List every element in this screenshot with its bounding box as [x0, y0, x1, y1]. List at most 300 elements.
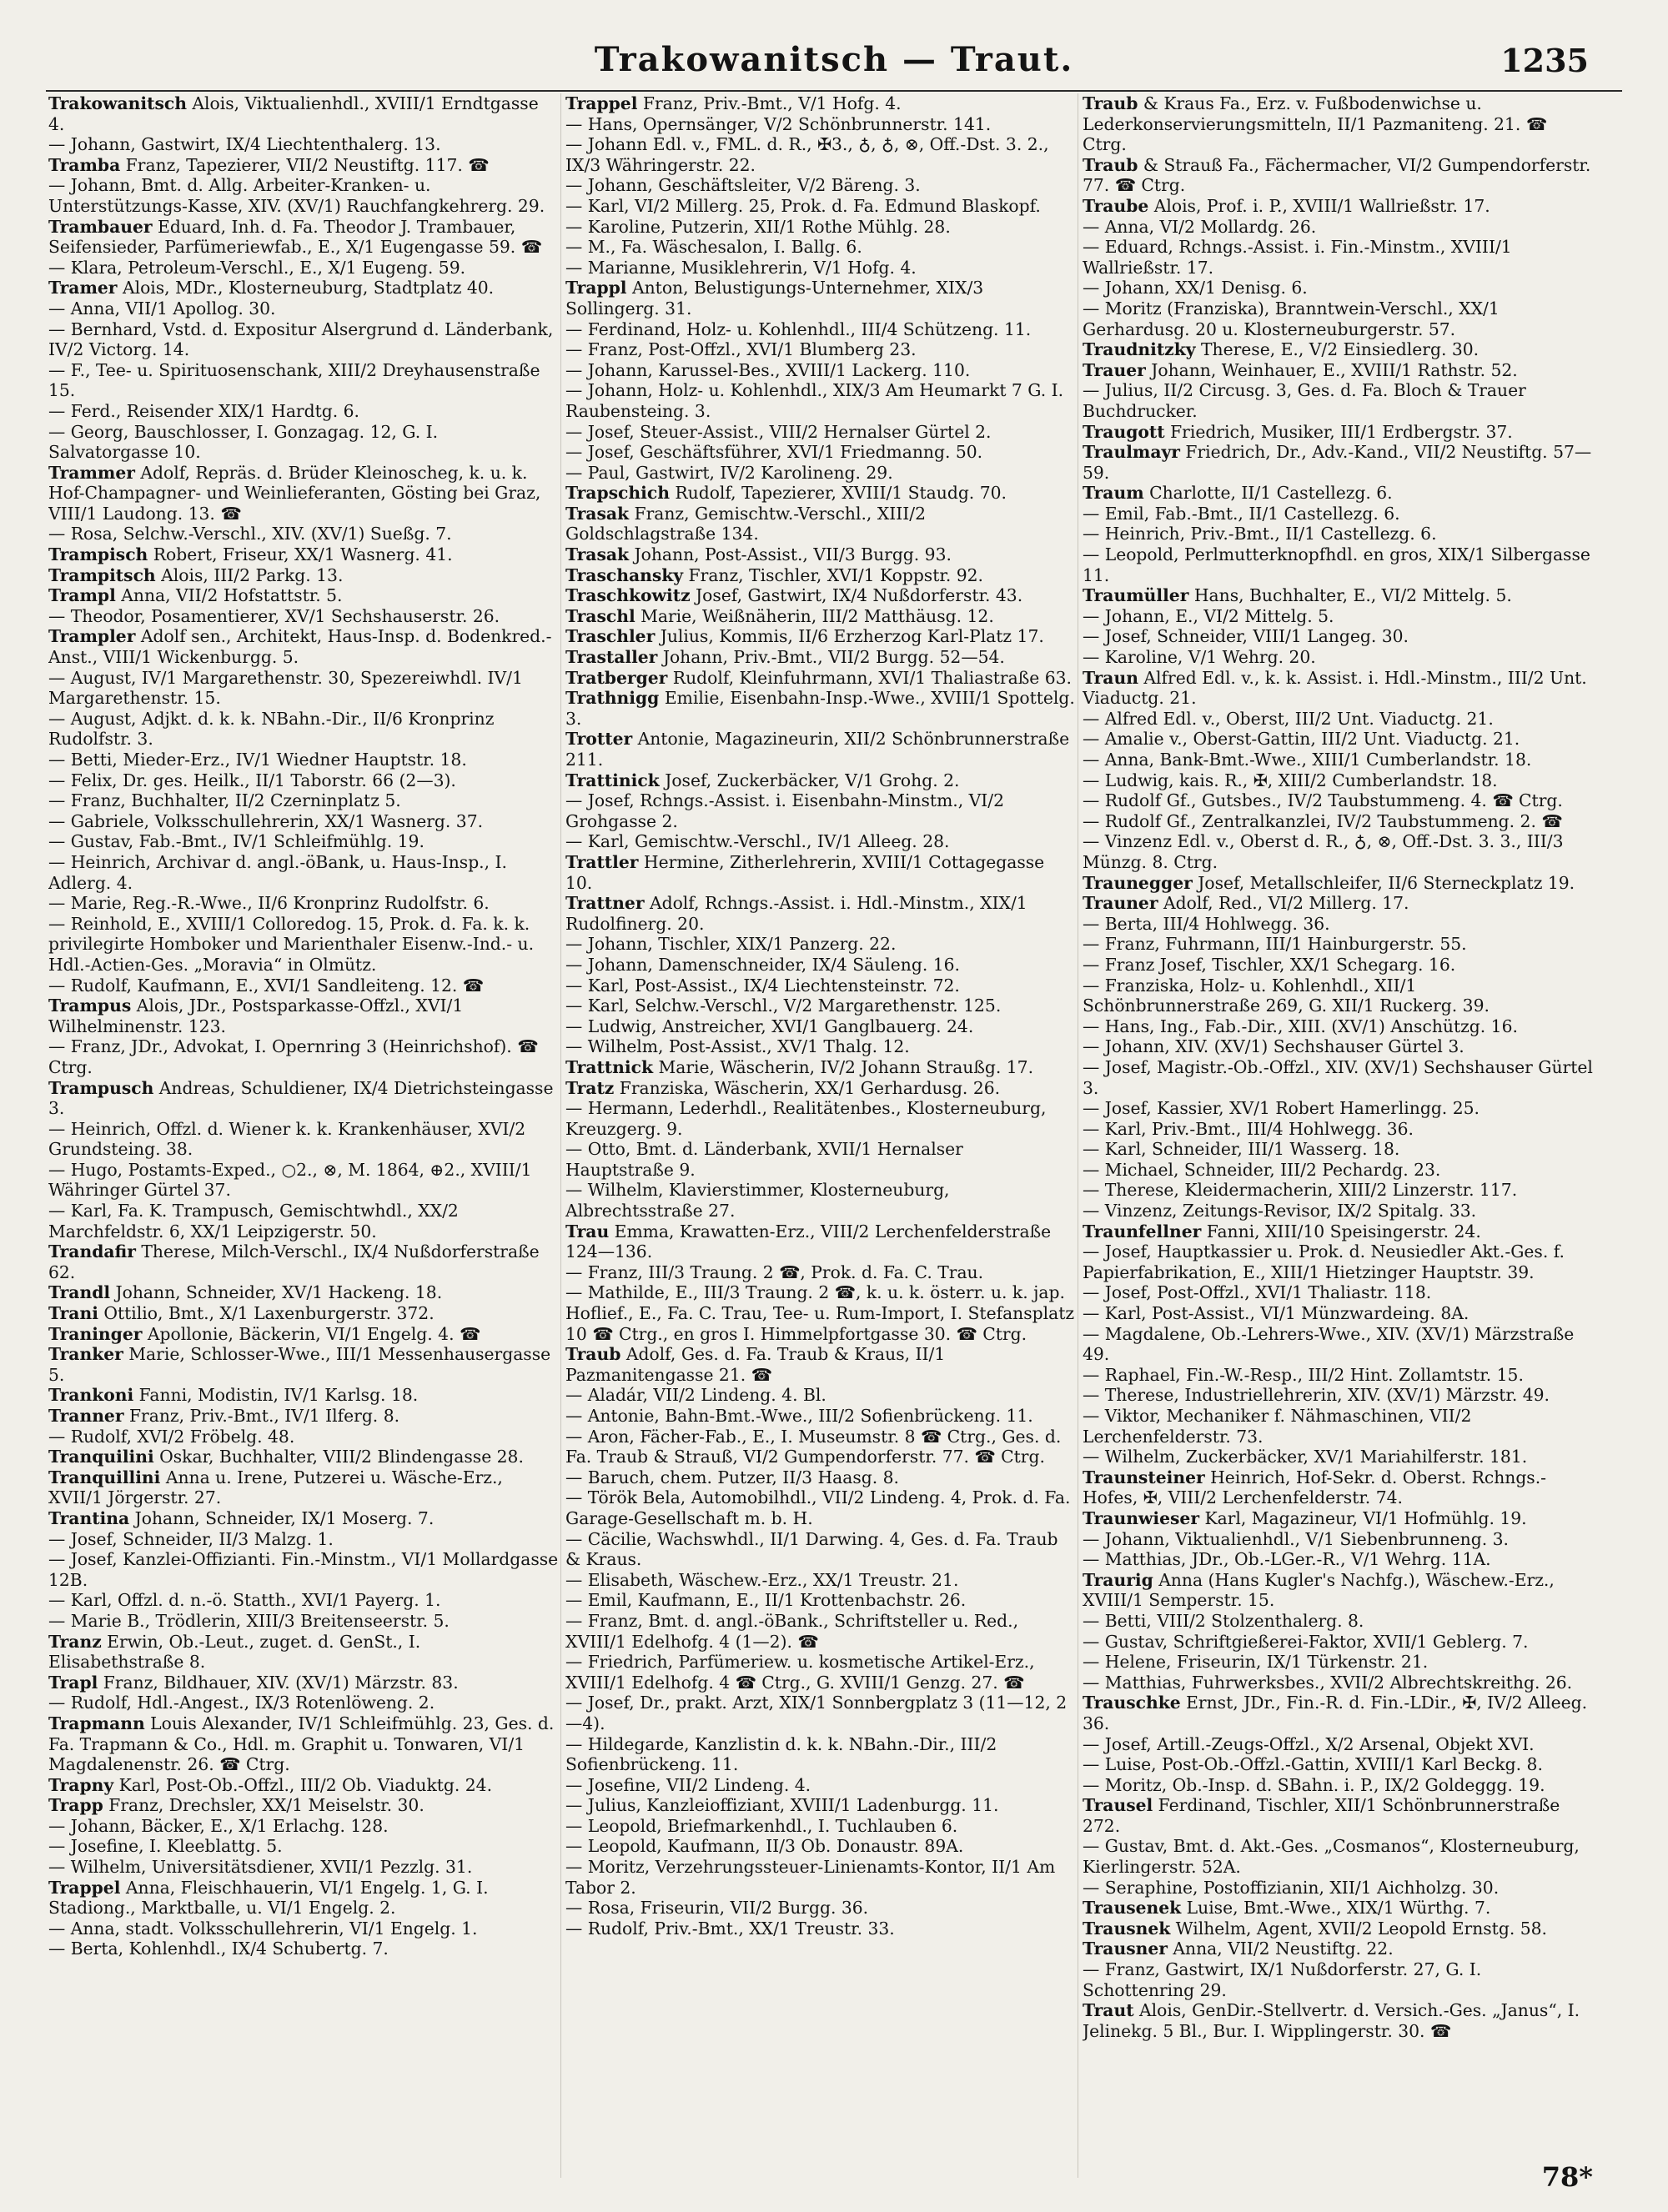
directory-entry — [48, 1836, 559, 1857]
entry-details: — Theodor, Posamentierer, XV/1 Sechshauserstr. 26. — [48, 605, 500, 626]
entry-surname: Traschansky — [565, 564, 684, 585]
directory-entry — [565, 1057, 1076, 1078]
entry-surname: Trappel — [565, 93, 638, 113]
entry-surname: Trampitsch — [48, 564, 156, 585]
directory-entry — [48, 709, 559, 750]
entry-details: Marie, Weißnäherin, III/2 Matthäusg. 12. — [635, 605, 994, 626]
directory-entry — [48, 626, 559, 667]
directory-entry — [565, 258, 1076, 278]
directory-entry — [1083, 770, 1593, 791]
entry-details: — Ferd., Reisender XIX/1 Hardtg. 6. — [48, 400, 359, 421]
entry-details: & Strauß Fa., Fächermacher, VI/2 Gumpendorferstr. 77. ☎ Ctrg. — [1083, 154, 1591, 196]
column-3 — [1083, 93, 1593, 2178]
entry-details: — Johann, Bmt. d. Allg. Arbeiter-Kranken- u. Unterstützungs-Kasse, XIV. (XV/1) Rauchfangkehrerg. 29. — [48, 175, 545, 216]
directory-entry — [565, 668, 1076, 689]
directory-entry — [1083, 1693, 1593, 1733]
entry-details: — Ludwig, kais. R., ✠, XIII/2 Cumberlandstr. 18. — [1083, 770, 1498, 790]
entry-details: — Leopold, Kaufmann, II/3 Ob. Donaustr. 89A. — [565, 1836, 964, 1857]
directory-entry — [1083, 93, 1593, 155]
directory-entry — [565, 1919, 1076, 1939]
entry-details: Johann, Post-Assist., VII/3 Burgg. 93. — [629, 544, 952, 565]
directory-entry — [1083, 1878, 1593, 1899]
directory-entry — [565, 1529, 1076, 1570]
entry-details: — Marie B., Trödlerin, XIII/3 Breitenseerstr. 5. — [48, 1610, 450, 1631]
directory-entry — [48, 1078, 559, 1119]
directory-entry — [1083, 1673, 1593, 1693]
directory-entry — [565, 1898, 1076, 1919]
directory-entry — [565, 996, 1076, 1016]
entry-surname: Trambauer — [48, 216, 153, 237]
directory-entry — [48, 1201, 559, 1241]
directory-entry — [48, 1508, 559, 1529]
directory-entry — [48, 1324, 559, 1345]
entry-details: Antonie, Magazineurin, XII/2 Schönbrunnerstraße 211. — [565, 729, 1070, 770]
directory-entry — [565, 1262, 1076, 1283]
entry-details: Alois, MDr., Klosterneuburg, Stadtplatz 40. — [117, 278, 495, 298]
entry-details: — Matthias, JDr., Ob.-LGer.-R., V/1 Wehrg. 11A. — [1083, 1549, 1491, 1570]
entry-details: — Rudolf, Kaufmann, E., XVI/1 Sandleiteng. 12. ☎ — [48, 975, 485, 996]
directory-entry — [1083, 831, 1593, 872]
entry-surname: Trattler — [565, 851, 639, 872]
directory-entry — [48, 1119, 559, 1160]
entry-details: — Wilhelm, Post-Assist., XV/1 Thalg. 12. — [565, 1036, 910, 1057]
entry-surname: Traunegger — [1083, 872, 1193, 893]
directory-entry — [565, 770, 1076, 791]
directory-entry — [1083, 1139, 1593, 1160]
entry-details: Emilie, Eisenbahn-Insp.-Wwe., XVIII/1 Spottelg. 3. — [565, 688, 1075, 729]
entry-surname: Tramba — [48, 154, 121, 175]
entry-details: — Moritz (Franziska), Branntwein-Verschl., XX/1 Gerhardusg. 20 u. Klosterneuburgerstr. 57. — [1083, 298, 1500, 339]
entry-details: Franz, Bildhauer, XIV. (XV/1) Märzstr. 83. — [98, 1672, 459, 1693]
directory-entry — [48, 1673, 559, 1693]
entry-details: Hermine, Zitherlehrerin, XVIII/1 Cottagegasse 10. — [565, 851, 1045, 893]
entry-surname: Trausel — [1083, 1795, 1153, 1816]
entry-surname: Trapschich — [565, 483, 670, 504]
entry-details: — F., Tee- u. Spirituosenschank, XIII/2 Dreyhausenstraße 15. — [48, 359, 540, 401]
entry-details: — Ferdinand, Holz- u. Kohlenhdl., III/4 Schützeng. 11. — [565, 319, 1032, 339]
directory-entry — [48, 1406, 559, 1427]
directory-entry — [1083, 1939, 1593, 1959]
directory-entry — [48, 1919, 559, 1939]
entry-details: Erwin, Ob.-Leut., zuget. d. GenSt., I. Elisabethstraße 8. — [48, 1631, 421, 1673]
entry-details: — Georg, Bauschlosser, I. Gonzagag. 12, G. I. Salvatorgasse 10. — [48, 421, 439, 463]
directory-entry — [1083, 1016, 1593, 1037]
entry-details: — Antonie, Bahn-Bmt.-Wwe., III/2 Sofienbrückeng. 11. — [565, 1406, 1033, 1426]
directory-entry — [1083, 442, 1593, 483]
entry-surname: Traulmayr — [1083, 442, 1180, 463]
entry-surname: Trappl — [565, 278, 627, 298]
entry-details: — Karl, Fa. K. Trampusch, Gemischtwhdl., XX/2 Marchfeldstr. 6, XX/1 Leipzigerstr. 50. — [48, 1201, 459, 1241]
entry-surname: Trampl — [48, 585, 116, 606]
entry-surname: Tramer — [48, 278, 118, 298]
entry-details: — Josef, Post-Offzl., XVI/1 Thaliastr. 118. — [1083, 1282, 1432, 1303]
entry-details: Wilhelm, Agent, XVII/2 Leopold Ernstg. 58. — [1170, 1918, 1547, 1939]
entry-details: — Franz, Bmt. d. angl.-öBank., Schriftsteller u. Red., XVIII/1 Edelhofg. 4 (1—2). ☎ — [565, 1610, 1019, 1652]
entry-details: Alfred Edl. v., k. k. Assist. i. Hdl.-Minstm., III/2 Unt. Viaductg. 21. — [1083, 667, 1587, 709]
directory-entry — [1083, 1467, 1593, 1508]
entry-details: — Karl, Offzl. d. n.-ö. Statth., XVI/1 Payerg. 1. — [48, 1590, 441, 1611]
directory-entry — [48, 1816, 559, 1837]
directory-entry — [565, 504, 1076, 544]
entry-details: Anna, Fleischhauerin, VI/1 Engelg. 1, G. I. Stadiong., Marktballe, u. VI/1 Engelg. 2. — [48, 1877, 489, 1919]
entry-details: — Franz, Post-Offzl., XVI/1 Blumberg 23. — [565, 339, 917, 360]
directory-entry — [1083, 1652, 1593, 1673]
entry-details: Anna, VII/2 Hofstattstr. 5. — [115, 585, 343, 606]
directory-entry — [1083, 1160, 1593, 1181]
directory-entry — [48, 134, 559, 155]
directory-entry — [1083, 811, 1593, 832]
entry-details: — Rudolf Gf., Zentralkanzlei, IV/2 Taubstummeng. 2. ☎ — [1083, 810, 1563, 831]
directory-entry — [1083, 1529, 1593, 1550]
directory-entry — [1083, 955, 1593, 976]
directory-entry — [565, 339, 1076, 360]
entry-details: — Rudolf, XVI/2 Fröbelg. 48. — [48, 1426, 295, 1447]
entry-details: Ferdinand, Tischler, XII/1 Schönbrunnerstraße 272. — [1083, 1795, 1560, 1836]
entry-surname: Tranquilini — [48, 1447, 154, 1467]
entry-details: Franz, Priv.-Bmt., V/1 Hofg. 4. — [637, 93, 902, 113]
entry-surname: Trammer — [48, 462, 135, 483]
directory-entry — [565, 790, 1076, 831]
entry-surname: Traub — [1083, 154, 1138, 175]
entry-details: — Franz, Gastwirt, IX/1 Nußdorferstr. 27, G. I. Schottenring 29. — [1083, 1959, 1482, 2000]
entry-details: Franziska, Wäscherin, XX/1 Gerhardusg. 26. — [614, 1077, 1001, 1098]
entry-surname: Trathnigg — [565, 688, 660, 709]
header-rule — [46, 90, 1622, 92]
directory-entry — [565, 1344, 1076, 1385]
directory-entry — [565, 1098, 1076, 1139]
entry-details: — Johann, Damenschneider, IX/4 Säuleng. 16. — [565, 954, 960, 975]
directory-entry — [565, 422, 1076, 443]
entry-details: — Therese, Industriellehrerin, XIV. (XV/1) Märzstr. 49. — [1083, 1385, 1550, 1406]
directory-entry — [1083, 1508, 1593, 1529]
entry-details: — Mathilde, E., III/3 Traung. 2 ☎, k. u. k. österr. u. k. jap. Hoflief., E., Fa. C. Trau, Tee- u. Rum-Import, I. Stefansplatz 10 ☎ Ctrg., en gros I. Himmelpfortgasse 30. ☎ Ctrg. — [565, 1282, 1075, 1344]
directory-entry — [1083, 1180, 1593, 1201]
entry-details: — Helene, Friseurin, IX/1 Türkenstr. 21. — [1083, 1652, 1429, 1673]
directory-entry — [565, 934, 1076, 955]
directory-entry — [565, 606, 1076, 627]
directory-entry — [48, 278, 559, 298]
directory-entry — [565, 463, 1076, 484]
entry-details: Alois, III/2 Parkg. 13. — [155, 564, 344, 585]
directory-entry — [48, 1241, 559, 1282]
entry-surname: Trattnick — [565, 1056, 654, 1077]
entry-details: Marie, Wäscherin, IV/2 Johann Straußg. 17. — [653, 1056, 1034, 1077]
directory-entry — [48, 463, 559, 524]
signature-mark: 78* — [1541, 2161, 1593, 2193]
entry-details: — Wilhelm, Universitätsdiener, XVII/1 Pezzlg. 31. — [48, 1857, 473, 1878]
entry-details: — Emil, Kaufmann, E., II/1 Krottenbachstr. 26. — [565, 1590, 967, 1611]
entry-surname: Trampusch — [48, 1077, 154, 1098]
directory-entry — [1083, 1611, 1593, 1632]
entry-surname: Traube — [1083, 195, 1149, 216]
entry-details: Johann, Schneider, XV/1 Hackeng. 18. — [110, 1282, 443, 1303]
entry-details: — Gustav, Schriftgießerei-Faktor, XVII/1 Geblerg. 7. — [1083, 1631, 1529, 1652]
running-head: Trakowanitsch — Traut. — [594, 40, 1074, 79]
directory-entry — [565, 1795, 1076, 1816]
entry-details: — Magdalene, Ob.-Lehrers-Wwe., XIV. (XV/1) Märzstraße 49. — [1083, 1323, 1575, 1365]
entry-details: Johann, Schneider, IX/1 Moserg. 7. — [129, 1507, 435, 1528]
entry-details: — Paul, Gastwirt, IV/2 Karolineng. 29. — [565, 462, 893, 483]
entry-surname: Traub — [1083, 93, 1138, 113]
entry-surname: Trattinick — [565, 770, 660, 790]
directory-entry — [1083, 914, 1593, 935]
directory-entry — [1083, 1385, 1593, 1406]
directory-entry — [565, 955, 1076, 976]
directory-entry — [48, 1713, 559, 1775]
directory-entry — [565, 1180, 1076, 1221]
entry-surname: Traunsteiner — [1083, 1467, 1205, 1487]
entry-details: Alois, JDr., Postsparkasse-Offzl., XVI/1 Wilhelminenstr. 123. — [48, 996, 464, 1036]
entry-details: — Matthias, Fuhrwerksbes., XVII/2 Albrechtskreithg. 26. — [1083, 1672, 1573, 1693]
entry-details: — Karl, Gemischtw.-Verschl., IV/1 Alleeg. 28. — [565, 831, 950, 852]
entry-surname: Trampler — [48, 626, 136, 647]
entry-details: Franz, Priv.-Bmt., IV/1 Ilferg. 8. — [123, 1406, 400, 1426]
directory-entry — [48, 1036, 559, 1077]
entry-details: — Karl, Priv.-Bmt., III/4 Hohlwegg. 36. — [1083, 1118, 1414, 1139]
entry-details: Anton, Belustigungs-Unternehmer, XIX/3 Sollingerg. 31. — [565, 278, 984, 319]
entry-surname: Trapp — [48, 1795, 103, 1816]
entry-details: — Franz, Fuhrmann, III/1 Hainburgerstr. 55. — [1083, 934, 1467, 955]
directory-entry — [48, 1795, 559, 1816]
entry-details: — Josef, Hauptkassier u. Prok. d. Neusiedler Akt.-Ges. f. Papierfabrikation, E., XIII/1 Hietzinger Hauptstr. 39. — [1083, 1241, 1565, 1282]
entry-details: — Heinrich, Offzl. d. Wiener k. k. Krankenhäuser, XVI/2 Grundsteing. 38. — [48, 1118, 526, 1160]
entry-details: Hans, Buchhalter, E., VI/2 Mittelg. 5. — [1188, 585, 1512, 606]
directory-entry — [48, 298, 559, 319]
directory-entry — [565, 380, 1076, 421]
entry-details: — August, IV/1 Margarethenstr. 30, Spezereiwhdl. IV/1 Margarethenstr. 15. — [48, 667, 523, 709]
directory-entry — [1083, 729, 1593, 750]
entry-surname: Trani — [48, 1303, 98, 1324]
entry-surname: Trampisch — [48, 544, 148, 565]
directory-entry — [1083, 1098, 1593, 1119]
entry-details: Josef, Zuckerbäcker, V/1 Grohg. 2. — [659, 770, 960, 790]
directory-entry — [48, 976, 559, 996]
directory-entry — [48, 1611, 559, 1632]
directory-entry — [48, 1775, 559, 1796]
entry-surname: Tranner — [48, 1406, 124, 1426]
entry-details: Fanni, XIII/10 Speisingerstr. 24. — [1201, 1221, 1481, 1241]
directory-entry — [565, 114, 1076, 135]
directory-entry — [1083, 1221, 1593, 1242]
directory-entry — [565, 1816, 1076, 1837]
directory-entry — [1083, 1057, 1593, 1098]
entry-surname: Traschkowitz — [565, 585, 691, 606]
directory-entry — [565, 544, 1076, 565]
directory-entry — [565, 278, 1076, 319]
entry-details: — Julius, II/2 Circusg. 3, Ges. d. Fa. Bloch & Trauer Buchdrucker. — [1083, 380, 1526, 421]
entry-details: — Josef, Rchngs.-Assist. i. Eisenbahn-Minstm., VI/2 Grohgasse 2. — [565, 790, 1005, 831]
entry-details: Friedrich, Dr., Adv.-Kand., VII/2 Neustiftg. 57—59. — [1083, 442, 1592, 483]
directory-entry — [1083, 606, 1593, 627]
directory-entry — [565, 1139, 1076, 1180]
entry-details: — Leopold, Briefmarkenhdl., I. Tuchlauben 6. — [565, 1815, 958, 1836]
entry-details: — Hermann, Lederhdl., Realitätenbes., Klosterneuburg, Kreuzgerg. 9. — [565, 1098, 1047, 1139]
entry-surname: Traschler — [565, 626, 656, 647]
directory-entry — [1083, 1036, 1593, 1057]
entry-details: — Johann, Bäcker, E., X/1 Erlachg. 128. — [48, 1815, 389, 1836]
directory-entry — [1083, 380, 1593, 421]
entry-details: Andreas, Schuldiener, IX/4 Dietrichsteingasse 3. — [48, 1077, 554, 1119]
entry-surname: Trasak — [565, 544, 630, 565]
entry-surname: Trastaller — [565, 647, 658, 668]
directory-entry — [48, 996, 559, 1036]
directory-entry — [1083, 298, 1593, 339]
entry-surname: Traunfellner — [1083, 1221, 1202, 1241]
entry-details: — Klara, Petroleum-Verschl., E., X/1 Eugeng. 59. — [48, 257, 466, 278]
entry-surname: Trapmann — [48, 1713, 145, 1733]
entry-details: — Franz, Buchhalter, II/2 Czerninplatz 5. — [48, 790, 401, 811]
directory-entry — [1083, 1201, 1593, 1221]
entry-details: — Cäcilie, Wachswhdl., II/1 Darwing. 4, Ges. d. Fa. Traub & Kraus. — [565, 1528, 1058, 1570]
directory-entry — [48, 1427, 559, 1447]
directory-entry — [48, 1878, 559, 1919]
entry-details: — Vinzenz, Zeitungs-Revisor, IX/2 Spitalg. 33. — [1083, 1201, 1477, 1221]
directory-entry — [1083, 1241, 1593, 1282]
entry-details: Ottilio, Bmt., X/1 Laxenburgerstr. 372. — [98, 1303, 435, 1324]
entry-details: — Gustav, Fab.-Bmt., IV/1 Schleifmühlg. 19. — [48, 831, 425, 852]
entry-surname: Trakowanitsch — [48, 93, 187, 113]
directory-entry — [48, 155, 559, 176]
entry-details: — Karl, VI/2 Millerg. 25, Prok. d. Fa. Edmund Blaskopf. — [565, 195, 1041, 216]
entry-details: — Anna, VI/2 Mollardg. 26. — [1083, 216, 1317, 237]
directory-entry — [565, 729, 1076, 770]
directory-entry — [565, 1221, 1076, 1262]
directory-entry — [565, 1857, 1076, 1898]
entry-details: Eduard, Inh. d. Fa. Theodor J. Trambauer, Seifensieder, Parfümeriewfab., E., X/1 Eugengasse 59. ☎ — [48, 216, 542, 258]
entry-details: — Friedrich, Parfümeriew. u. kosmetische Artikel-Erz., XVIII/1 Edelhofg. 4 ☎ Ctrg., G. XVIII/1 Genzg. 27. ☎ — [565, 1652, 1035, 1693]
directory-entry — [565, 1427, 1076, 1467]
directory-entry — [1083, 360, 1593, 381]
entry-details: — Rosa, Selchw.-Verschl., XIV. (XV/1) Sueßg. 7. — [48, 524, 452, 544]
entry-surname: Trausenek — [1083, 1898, 1182, 1919]
entry-details: — Anna, VII/1 Apollog. 30. — [48, 298, 276, 319]
entry-surname: Tranz — [48, 1631, 102, 1652]
entry-details: — Gabriele, Volksschullehrerin, XX/1 Wasnerg. 37. — [48, 810, 484, 831]
entry-details: Therese, E., V/2 Einsiedlerg. 30. — [1195, 339, 1480, 360]
directory-entry — [565, 442, 1076, 463]
entry-surname: Trattner — [565, 893, 645, 914]
entry-surname: Traut — [1083, 2000, 1134, 2021]
directory-entry — [1083, 1324, 1593, 1365]
entry-details: Franz, Gemischtw.-Verschl., XIII/2 Goldschlagstraße 134. — [565, 503, 927, 544]
column-divider — [560, 93, 561, 2178]
directory-entry — [565, 1590, 1076, 1611]
directory-entry — [48, 1693, 559, 1713]
entry-details: Robert, Friseur, XX/1 Wasnerg. 41. — [148, 544, 453, 565]
entry-details: Ernst, JDr., Fin.-R. d. Fin.-LDir., ✠, IV/2 Alleeg. 36. — [1083, 1693, 1588, 1733]
entry-details: — Hugo, Postamts-Exped., ○2., ⊗, M. 1864, ⊕2., XVIII/1 Währinger Gürtel 37. — [48, 1159, 532, 1201]
entry-details: — Karl, Selchw.-Verschl., V/2 Margarethenstr. 125. — [565, 996, 1002, 1016]
directory-entry — [565, 831, 1076, 852]
entry-details: Johann, Priv.-Bmt., VII/2 Burgg. 52—54. — [657, 647, 1005, 668]
directory-entry — [48, 1590, 559, 1611]
entry-details: — Ludwig, Anstreicher, XVI/1 Ganglbauerg. 24. — [565, 1016, 974, 1036]
directory-entry — [1083, 1447, 1593, 1467]
entry-details: Anna (Hans Kugler's Nachfg.), Wäschew.-Erz., XVIII/1 Semperstr. 15. — [1083, 1569, 1555, 1611]
entry-details: — Johann Edl. v., FML. d. R., ✠3., ♁, ♁, ⊗, Off.-Dst. 3. 2., IX/3 Währingerstr. 22. — [565, 134, 1049, 175]
entry-details: — Franz, JDr., Advokat, I. Opernring 3 (Heinrichshof). ☎ Ctrg. — [48, 1036, 539, 1077]
directory-entry — [1083, 873, 1593, 894]
directory-entry — [565, 175, 1076, 196]
entry-details: Anna u. Irene, Putzerei u. Wäsche-Erz., XVII/1 Jörgerstr. 27. — [48, 1467, 503, 1508]
entry-details: Apollonie, Bäckerin, VI/1 Engelg. 4. ☎ — [142, 1323, 481, 1344]
entry-details: Adolf, Ges. d. Fa. Traub & Kraus, II/1 Pazmanitengasse 21. ☎ — [565, 1344, 946, 1385]
entry-surname: Trandafir — [48, 1241, 136, 1262]
entry-details: Adolf, Rchngs.-Assist. i. Hdl.-Minstm., XIX/1 Rudolfinerg. 20. — [565, 893, 1027, 934]
entry-details: — Johann, Karussel-Bes., XVIII/1 Lackerg. 110. — [565, 359, 971, 380]
entry-details: Therese, Milch-Verschl., IX/4 Nußdorferstraße 62. — [48, 1241, 540, 1282]
entry-details: — Eduard, Rchngs.-Assist. i. Fin.-Minstm., XVIII/1 Wallrießstr. 17. — [1083, 237, 1512, 278]
directory-entry — [48, 401, 559, 422]
directory-entry — [565, 1036, 1076, 1057]
entry-details: Alois, Viktualienhdl., XVIII/1 Erndtgasse 4. — [48, 93, 539, 134]
entry-details: Marie, Schlosser-Wwe., III/1 Messenhausergasse 5. — [48, 1344, 551, 1385]
directory-entry — [48, 750, 559, 770]
directory-entry — [48, 565, 559, 586]
directory-entry — [48, 93, 559, 134]
directory-entry — [48, 524, 559, 544]
directory-entry — [1083, 504, 1593, 524]
directory-entry — [1083, 278, 1593, 298]
entry-details: — Michael, Schneider, III/2 Pechardg. 23. — [1083, 1159, 1441, 1180]
directory-entry — [48, 1447, 559, 1467]
entry-details: — Karoline, V/1 Wehrg. 20. — [1083, 647, 1316, 668]
entry-details: — Johann, Tischler, XIX/1 Panzerg. 22. — [565, 934, 897, 955]
entry-details: — Leopold, Perlmutterknopfhdl. en gros, XIX/1 Silbergasse 11. — [1083, 544, 1590, 585]
directory-entry — [1083, 544, 1593, 585]
directory-entry — [1083, 1119, 1593, 1140]
directory-entry — [48, 811, 559, 832]
directory-entry — [1083, 1282, 1593, 1303]
entry-details: — Franz Josef, Tischler, XX/1 Schegarg. 16. — [1083, 954, 1456, 975]
entry-details: — Johann, Viktualienhdl., V/1 Siebenbrunneng. 3. — [1083, 1528, 1509, 1549]
entry-details: — August, Adjkt. d. k. k. NBahn.-Dir., II/6 Kronprinz Rudolfstr. 3. — [48, 708, 495, 750]
entry-details: — Berta, Kohlenhdl., IX/4 Schubertg. 7. — [48, 1939, 389, 1959]
entry-surname: Trapny — [48, 1774, 114, 1795]
page-number: 1235 — [1500, 42, 1589, 79]
entry-surname: Trausner — [1083, 1939, 1168, 1959]
directory-entry — [565, 483, 1076, 504]
entry-surname: Traun — [1083, 667, 1138, 688]
directory-entry — [1083, 217, 1593, 238]
directory-entry — [565, 93, 1076, 114]
entry-details: Charlotte, II/1 Castellezg. 6. — [1143, 483, 1393, 504]
entry-surname: Traumüller — [1083, 585, 1189, 606]
directory-entry — [48, 1632, 559, 1673]
entry-details: — Betti, VIII/2 Stolzenthalerg. 8. — [1083, 1610, 1364, 1631]
entry-details: — Josef, Schneider, VIII/1 Langeg. 30. — [1083, 626, 1409, 647]
entry-details: Adolf, Red., VI/2 Millerg. 17. — [1158, 893, 1409, 914]
directory-entry — [565, 565, 1076, 586]
directory-entry — [48, 1282, 559, 1303]
entry-details: — Elisabeth, Wäschew.-Erz., XX/1 Treustr. 21. — [565, 1569, 959, 1590]
entry-surname: Tranker — [48, 1344, 123, 1365]
entry-details: & Kraus Fa., Erz. v. Fußbodenwichse u. Lederkonservierungsmitteln, II/1 Pazmaniteng. 21. ☎ Ctrg. — [1083, 93, 1548, 155]
directory-entry — [565, 1406, 1076, 1427]
directory-entry — [1083, 1303, 1593, 1324]
entry-details: — Moritz, Verzehrungssteuer-Linienamts-Kontor, II/1 Am Tabor 2. — [565, 1857, 1056, 1898]
entry-details: — Emil, Fab.-Bmt., II/1 Castellezg. 6. — [1083, 503, 1400, 524]
entry-details: Alois, Prof. i. P., XVIII/1 Wallrießstr. 17. — [1148, 195, 1490, 216]
directory-entry — [565, 134, 1076, 175]
entry-details: — Heinrich, Archivar d. angl.-öBank, u. Haus-Insp., I. Adlerg. 4. — [48, 851, 507, 893]
directory-entry — [48, 360, 559, 401]
entry-details: Heinrich, Hof-Sekr. d. Oberst. Rchngs.-Hofes, ✠, VIII/2 Lerchenfelderstr. 74. — [1083, 1467, 1547, 1508]
entry-details: Rudolf, Tapezierer, XVIII/1 Staudg. 70. — [669, 483, 1007, 504]
directory-entry — [1083, 422, 1593, 443]
directory-entry — [1083, 647, 1593, 668]
directory-entry — [565, 360, 1076, 381]
